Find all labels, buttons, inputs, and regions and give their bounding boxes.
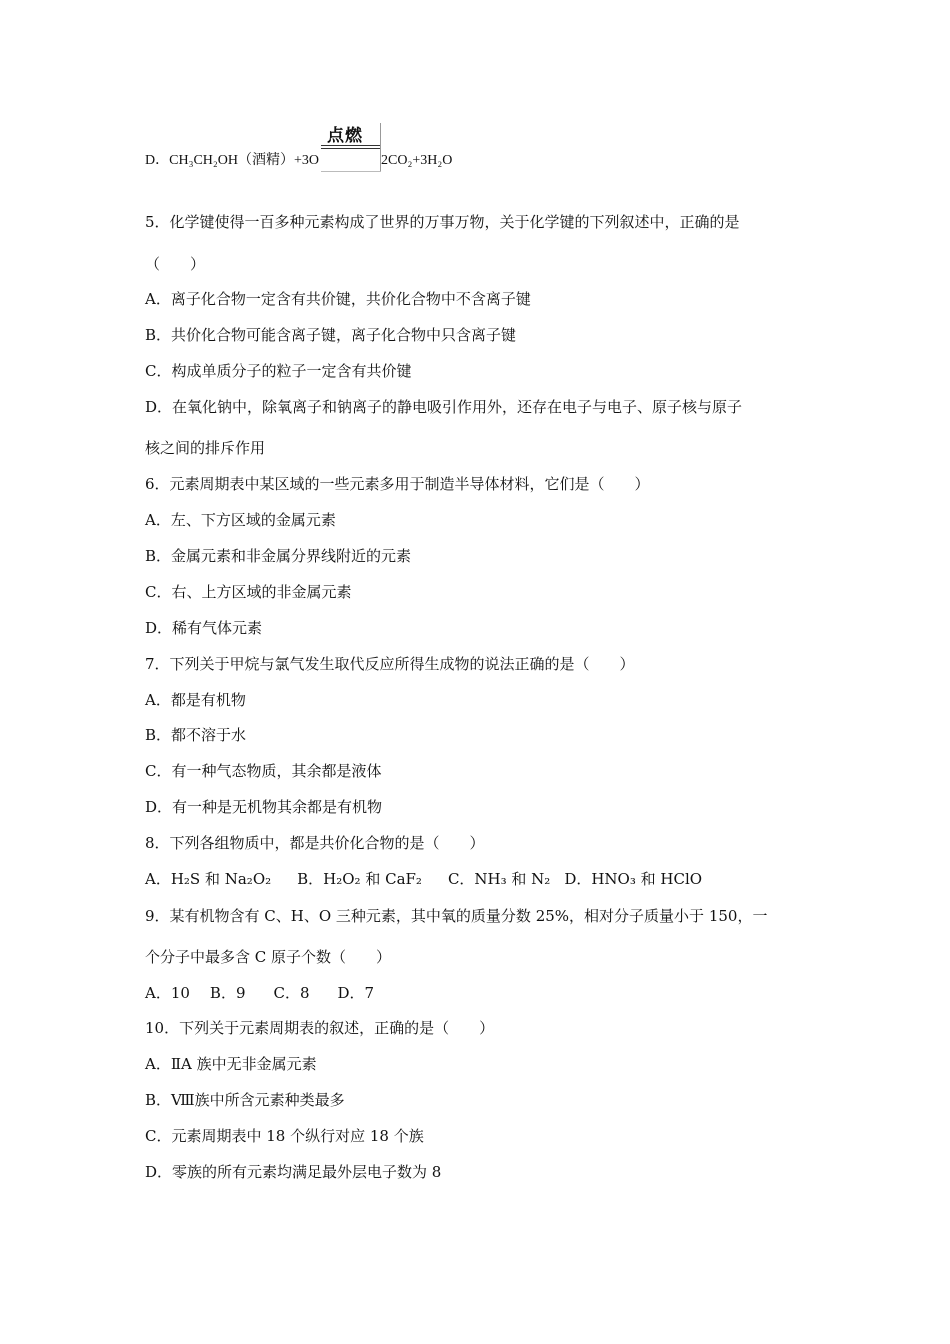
- q9-option-a: A．10: [145, 984, 190, 1002]
- q4d-formula: CH₃CH₂OH（酒精）+3O: [169, 153, 320, 168]
- condition-label: 点燃: [327, 126, 363, 146]
- q8-option-a: A．H₂S 和 Na₂O₂: [145, 870, 272, 888]
- q9-option-c: C．8: [273, 984, 310, 1002]
- q4d-product: 2CO₂+3H₂O: [381, 153, 453, 168]
- q5-option-b: B．共价化合物可能含离子键，离子化合物中只含离子键: [145, 326, 517, 344]
- equals-bar-bottom: [321, 148, 381, 149]
- q5-option-d-line1: D．在氧化钠中，除氧离子和钠离子的静电吸引作用外，还存在电子与电子、原子核与原子: [145, 398, 743, 416]
- q6-stem: 6．元素周期表中某区域的一些元素多用于制造半导体材料，它们是（ ）: [145, 475, 650, 493]
- q9-stem-line1: 9．某有机物含有 C、H、O 三种元素，其中氧的质量分数 25%，相对分子质量小于 150，一: [145, 907, 768, 925]
- q7-stem: 7．下列关于甲烷与氯气发生取代反应所得生成物的说法正确的是（ ）: [145, 655, 635, 673]
- q5-option-c: C．构成单质分子的粒子一定含有共价键: [145, 362, 412, 380]
- q6-option-b: B．金属元素和非金属分界线附近的元素: [145, 547, 412, 565]
- q9-option-b: B．9: [209, 984, 246, 1002]
- q8-option-b: B．H₂O₂ 和 CaF₂: [297, 870, 422, 888]
- q9-options: [145, 983, 374, 1003]
- q5-option-d-line2: 核之间的排斥作用: [145, 439, 266, 457]
- q7-option-b: B．都不溶于水: [145, 726, 247, 744]
- q7-option-a: A．都是有机物: [145, 691, 246, 709]
- q9-option-d: D．7: [337, 984, 375, 1002]
- equals-bar-top: [321, 145, 381, 146]
- q5-option-a: A．离子化合物一定含有共价键，共价化合物中不含离子键: [145, 290, 531, 308]
- q10-option-c: C．元素周期表中 18 个纵行对应 18 个族: [145, 1127, 424, 1145]
- q6-option-d: D．稀有气体元素: [145, 619, 263, 637]
- q10-option-a: A．ⅡA 族中无非金属元素: [145, 1055, 317, 1073]
- q8-options: [145, 869, 702, 889]
- q10-option-b: B．Ⅷ族中所含元素种类最多: [145, 1091, 345, 1109]
- q4d-prefix: D．: [145, 153, 170, 168]
- q5-stem-line1: 5．化学键使得一百多种元素构成了世界的万事万物，关于化学键的下列叙述中，正确的是: [145, 213, 740, 231]
- q6-option-c: C．右、上方区域的非金属元素: [145, 583, 352, 601]
- q10-option-d: D．零族的所有元素均满足最外层电子数为 8: [145, 1163, 442, 1181]
- q7-option-d: D．有一种是无机物其余都是有机物: [145, 798, 383, 816]
- q4-option-d: [145, 151, 319, 171]
- q5-stem-line2: （ ）: [145, 255, 206, 273]
- q8-stem: 8．下列各组物质中，都是共价化合物的是（ ）: [145, 834, 485, 852]
- q8-option-c: C．NH₃ 和 N₂: [447, 870, 551, 888]
- condition-underline: [321, 171, 381, 172]
- q10-stem: 10．下列关于元素周期表的叙述，正确的是（ ）: [145, 1019, 495, 1037]
- q6-option-a: A．左、下方区域的金属元素: [145, 511, 336, 529]
- q7-option-c: C．有一种气态物质，其余都是液体: [145, 762, 382, 780]
- reaction-condition: [321, 121, 381, 171]
- q8-option-d: D．HNO₃ 和 HClO: [564, 870, 703, 888]
- q9-stem-line2: 个分子中最多含 C 原子个数（ ）: [145, 948, 392, 966]
